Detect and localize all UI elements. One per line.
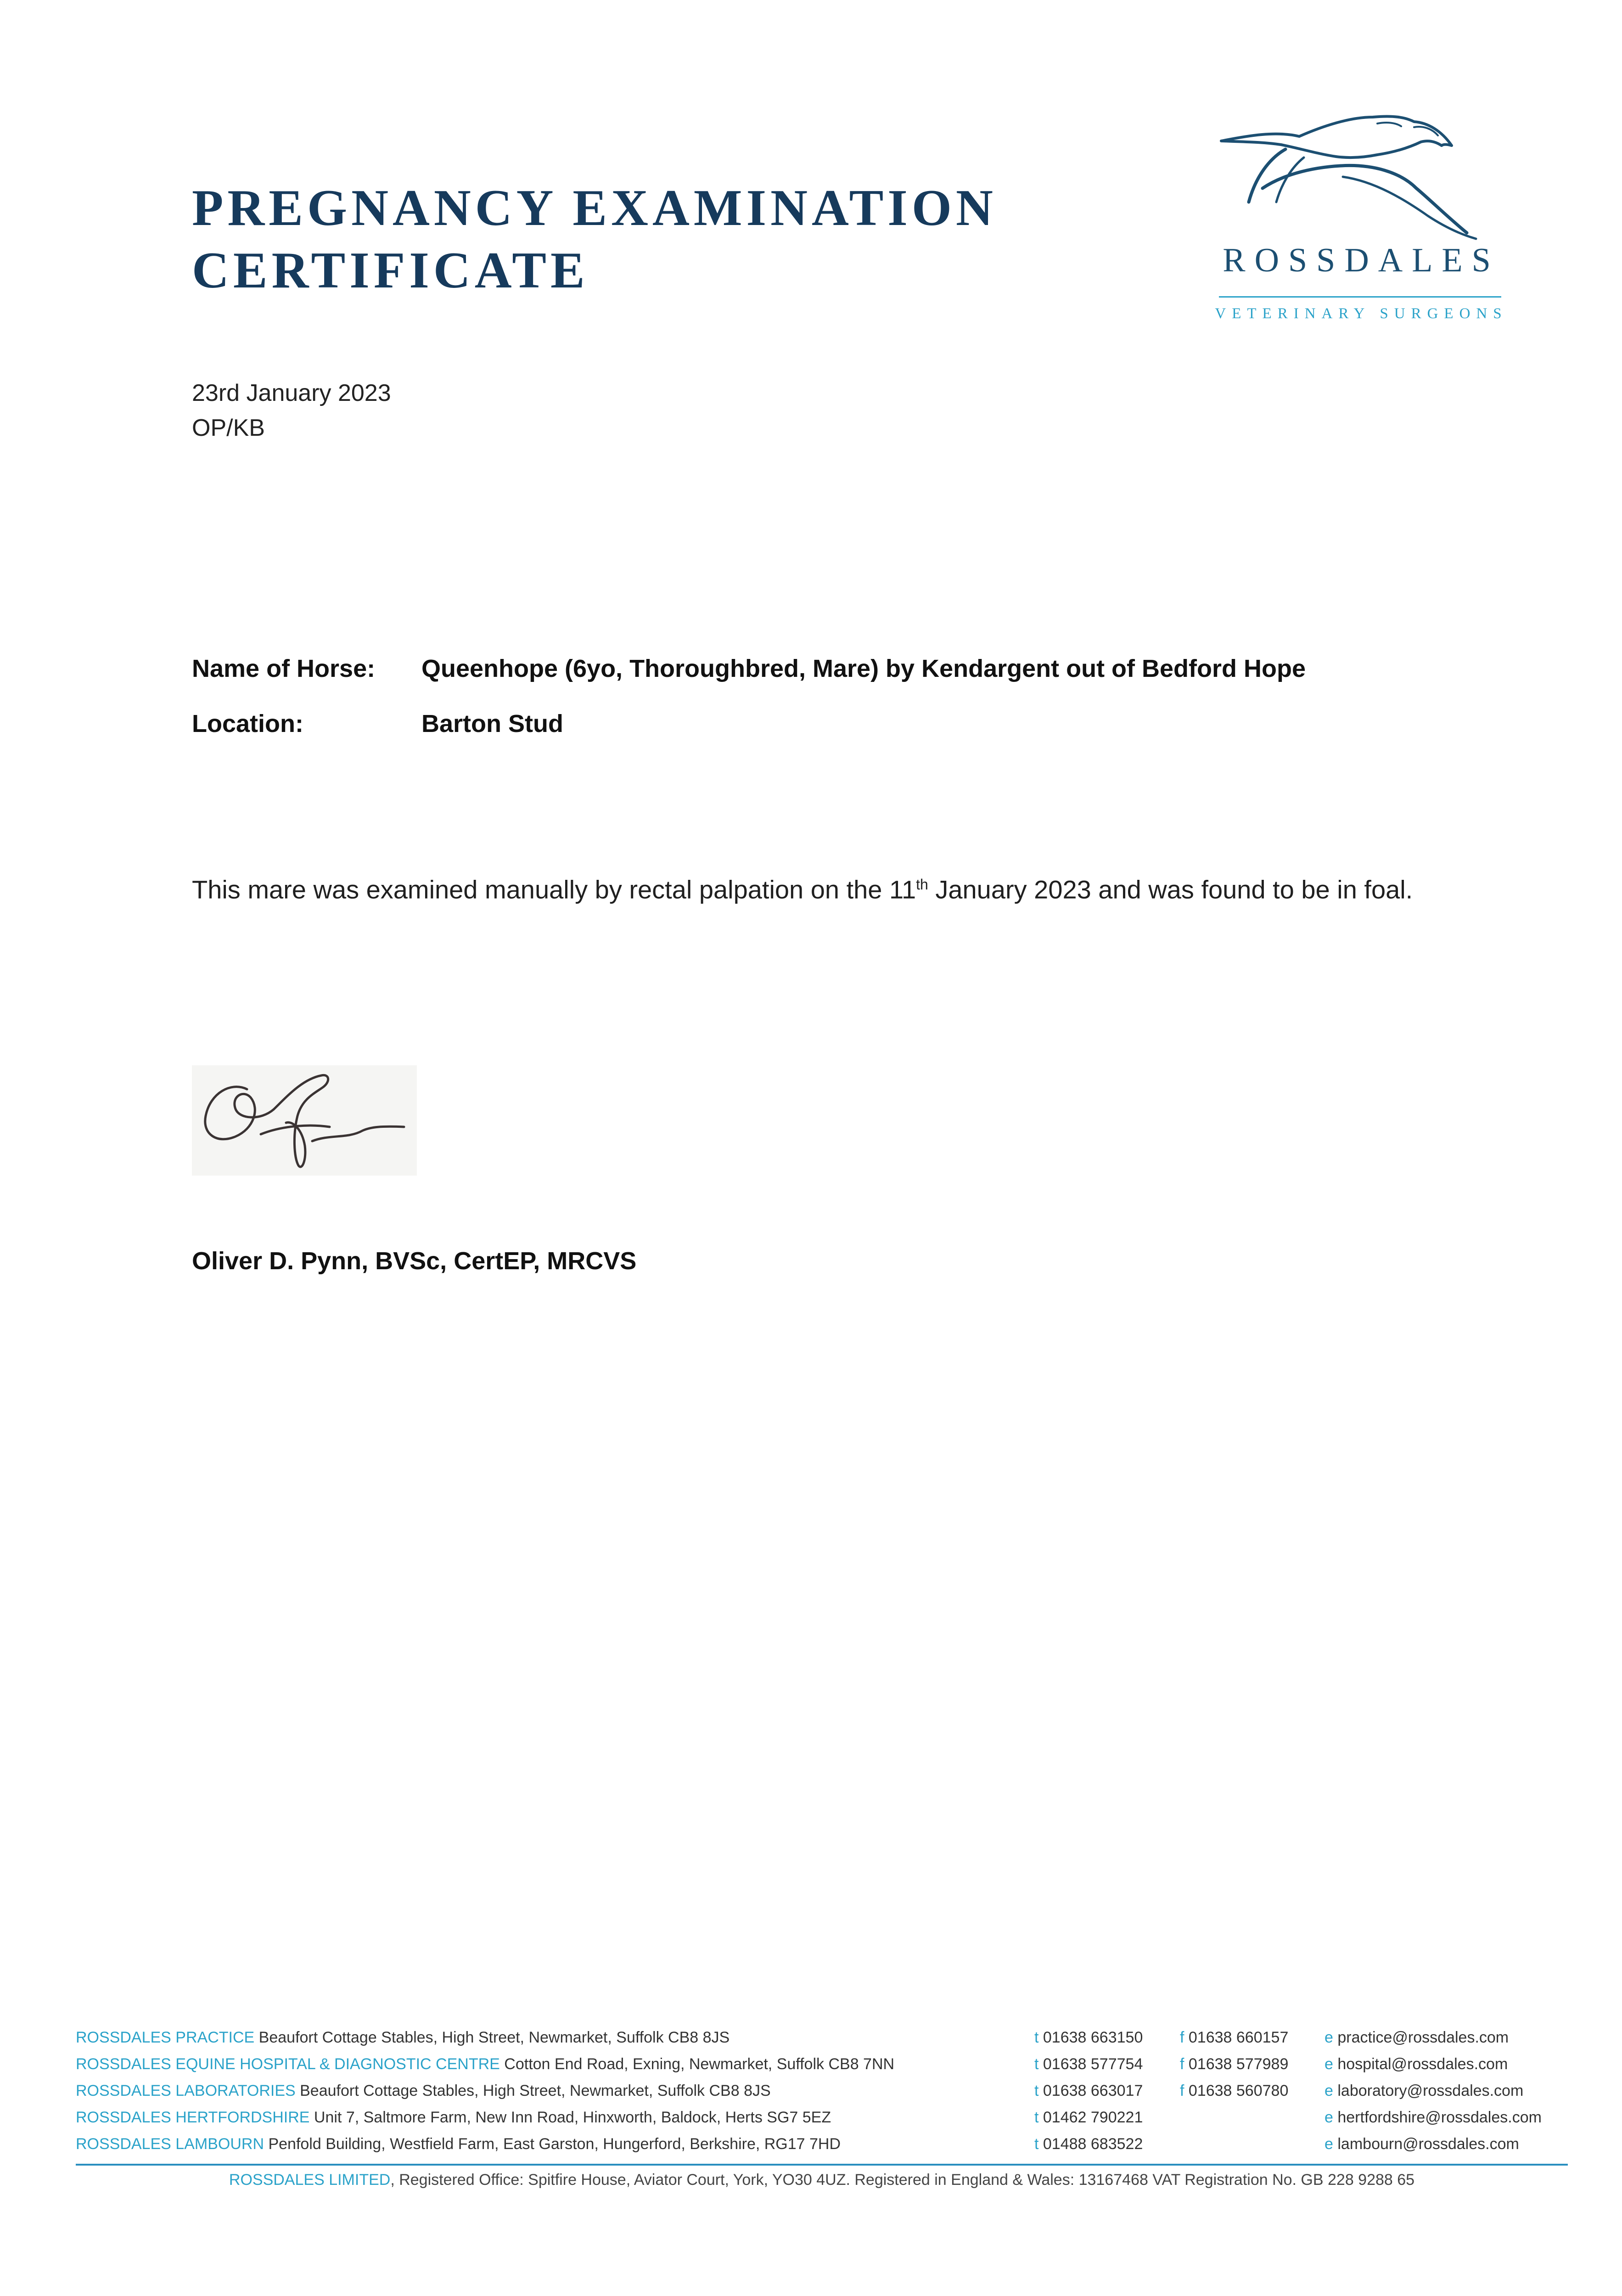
footer-email[interactable]: e laboratory@rossdales.com	[1325, 2082, 1524, 2099]
page-title	[192, 177, 997, 302]
footer-address	[76, 2055, 894, 2073]
location-label: Location:	[192, 710, 303, 737]
footer-address	[76, 2029, 730, 2047]
letter-date: 23rd January 2023	[192, 380, 391, 406]
branch-name: ROSSDALES LAMBOURN	[76, 2135, 264, 2153]
footer-fax: f 01638 660157	[1180, 2029, 1289, 2046]
footer-fax: f 01638 577989	[1180, 2055, 1289, 2073]
footer-row	[76, 2135, 1568, 2162]
title-line-1: PREGNANCY EXAMINATION	[192, 180, 997, 236]
horse-logo-icon	[1212, 103, 1510, 333]
footer-phone: t 01488 683522	[1034, 2135, 1143, 2153]
footer-divider	[76, 2164, 1568, 2166]
footer-address	[76, 2082, 771, 2100]
title-line-2: CERTIFICATE	[192, 242, 589, 299]
company-name: ROSSDALES LIMITED	[229, 2171, 391, 2189]
branch-name: ROSSDALES EQUINE HOSPITAL & DIAGNOSTIC CENTRE	[76, 2055, 500, 2073]
horse-name-label: Name of Horse:	[192, 655, 376, 682]
ordinal-suffix: th	[916, 876, 928, 893]
branch-address: Beaufort Cottage Stables, High Street, Newmarket, Suffolk CB8 8JS	[254, 2029, 730, 2046]
letter-reference: OP/KB	[192, 415, 265, 441]
branch-address: Beaufort Cottage Stables, High Street, Newmarket, Suffolk CB8 8JS	[295, 2082, 771, 2099]
footer-email[interactable]: e practice@rossdales.com	[1325, 2029, 1509, 2046]
footer-address	[76, 2109, 831, 2127]
registration-info	[76, 2171, 1568, 2189]
footer-phone: t 01638 663150	[1034, 2029, 1143, 2046]
footer-fax: f 01638 560780	[1180, 2082, 1289, 2099]
footer-row	[76, 2109, 1568, 2135]
branch-name: ROSSDALES LABORATORIES	[76, 2082, 296, 2099]
footer-email[interactable]: e lambourn@rossdales.com	[1325, 2135, 1519, 2153]
letter-meta	[192, 376, 391, 445]
statement-end: January 2023 and was found to be in foal.	[928, 875, 1413, 904]
statement-start: This mare was examined manually by rectal palpation on the 11	[192, 875, 916, 904]
footer-phone: t 01638 577754	[1034, 2055, 1143, 2073]
brand-subtitle: VETERINARY SURGEONS	[1215, 305, 1508, 322]
footer-row	[76, 2082, 1568, 2109]
footer-email[interactable]: e hertfordshire@rossdales.com	[1325, 2109, 1542, 2126]
brand-name: ROSSDALES	[1223, 242, 1500, 279]
footer-contacts	[76, 2029, 1568, 2162]
branch-name: ROSSDALES PRACTICE	[76, 2029, 255, 2046]
location-value: Barton Stud	[421, 710, 563, 737]
signatory-name: Oliver D. Pynn, BVSc, CertEP, MRCVS	[192, 1247, 637, 1275]
footer-address	[76, 2135, 841, 2153]
examination-statement	[192, 866, 1431, 909]
footer-phone: t 01462 790221	[1034, 2109, 1143, 2126]
branch-name: ROSSDALES HERTFORDSHIRE	[76, 2109, 310, 2126]
signature-image	[192, 1065, 417, 1176]
registration-details: , Registered Office: Spitfire House, Aviator Court, York, YO30 4UZ. Registered in England & Wales: 13167468 VAT Registration No. GB 228 9288 65	[390, 2171, 1415, 2189]
branch-address: Unit 7, Saltmore Farm, New Inn Road, Hinxworth, Baldock, Herts SG7 5EZ	[309, 2109, 831, 2126]
footer-phone: t 01638 663017	[1034, 2082, 1143, 2099]
footer-row	[76, 2055, 1568, 2082]
footer-email[interactable]: e hospital@rossdales.com	[1325, 2055, 1508, 2073]
brand-divider	[1219, 296, 1501, 298]
branch-address: Cotton End Road, Exning, Newmarket, Suffolk CB8 7NN	[500, 2055, 895, 2073]
footer-row	[76, 2029, 1568, 2055]
branch-address: Penfold Building, Westfield Farm, East Garston, Hungerford, Berkshire, RG17 7HD	[264, 2135, 841, 2153]
horse-name-value: Queenhope (6yo, Thoroughbred, Mare) by Kendargent out of Bedford Hope	[421, 655, 1306, 682]
